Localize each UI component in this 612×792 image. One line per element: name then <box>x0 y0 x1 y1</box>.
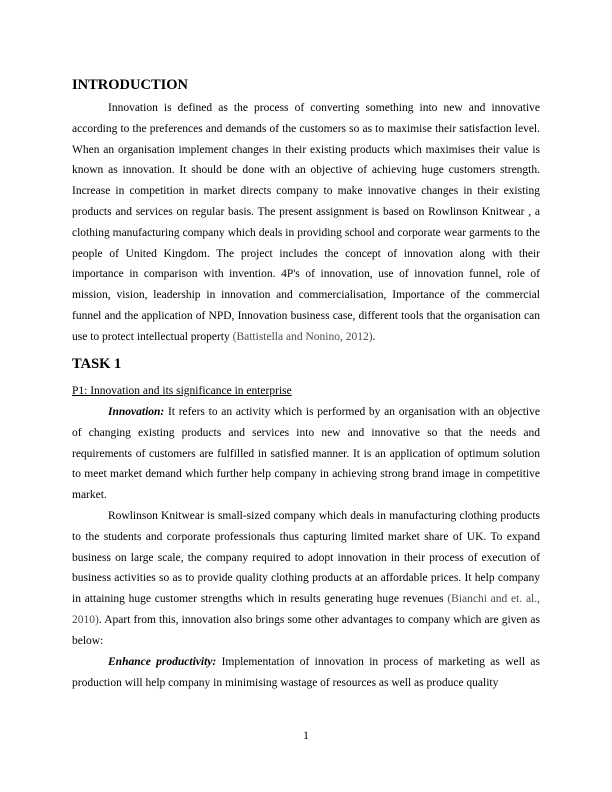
productivity-body: Implementation of innovation in process of marketing as well as production will help company in minimising wastage of resources as well as produce quality <box>72 656 540 689</box>
task1-heading: TASK 1 <box>72 356 122 372</box>
rowlinson-body: Rowlinson Knitwear is small-sized company which deals in manufacturing clothing products to the students and corporate professionals thus capturing limited market share of UK. To expand business on large scale, the company required to adopt innovation in their process of execution of business activities so as to provide quality clothing products at an affordable prices. It help company in attaining huge customer strengths which in results generating huge revenues <box>72 510 540 606</box>
introduction-paragraph <box>72 98 540 348</box>
innovation-body: It refers to an activity which is performed by an organisation with an objective of changing existing products and services into new and innovative so that the needs and requirements of customers are fulfilled in satisfied manner. It is an application of optimum solution to meet market demand which further help company in achieving strong brand image in competitive market. <box>72 406 540 502</box>
task1-subheading: P1: Innovation and its significance in enterprise <box>72 385 292 397</box>
rowlinson-end: . Apart from this, innovation also brings some other advantages to company which are given as below: <box>72 613 540 647</box>
innovation-paragraph <box>72 402 540 506</box>
introduction-citation: (Battistella and Nonino, 2012) <box>232 330 373 343</box>
introduction-body: Innovation is defined as the process of converting something into new and innovative according to the preferences and demands of the customers so as to maximise their satisfaction level. When an organisation implement changes in their existing products which maximises their value is known as innovation. It should be done with an objective of achieving huge customers strength. Increase in competition in market directs company to make innovative changes in their existing products and services on regular basis. The present assignment is based on Rowlinson Knitwear , a clothing manufacturing company which deals in providing school and corporate wear garments to the people of United Kingdom. The project includes the concept of innovation along with their importance in comparison with invention. 4P's of innovation, use of innovation funnel, role of mission, vision, leadership in innovation and commercialisation, Importance of the commercial funnel and the application of NPD, Innovation business case, different tools that the organisation can use to protect intellectual property <box>72 102 540 343</box>
productivity-paragraph <box>72 652 540 694</box>
productivity-term: Enhance productivity: <box>108 656 217 668</box>
page-number: 1 <box>303 730 309 742</box>
introduction-end: . <box>372 330 376 343</box>
rowlinson-citation: (Bianchi and et. al., 2010) <box>72 593 540 626</box>
rowlinson-paragraph <box>72 506 540 652</box>
introduction-heading: INTRODUCTION <box>72 77 189 93</box>
innovation-term: Innovation: <box>108 406 165 418</box>
